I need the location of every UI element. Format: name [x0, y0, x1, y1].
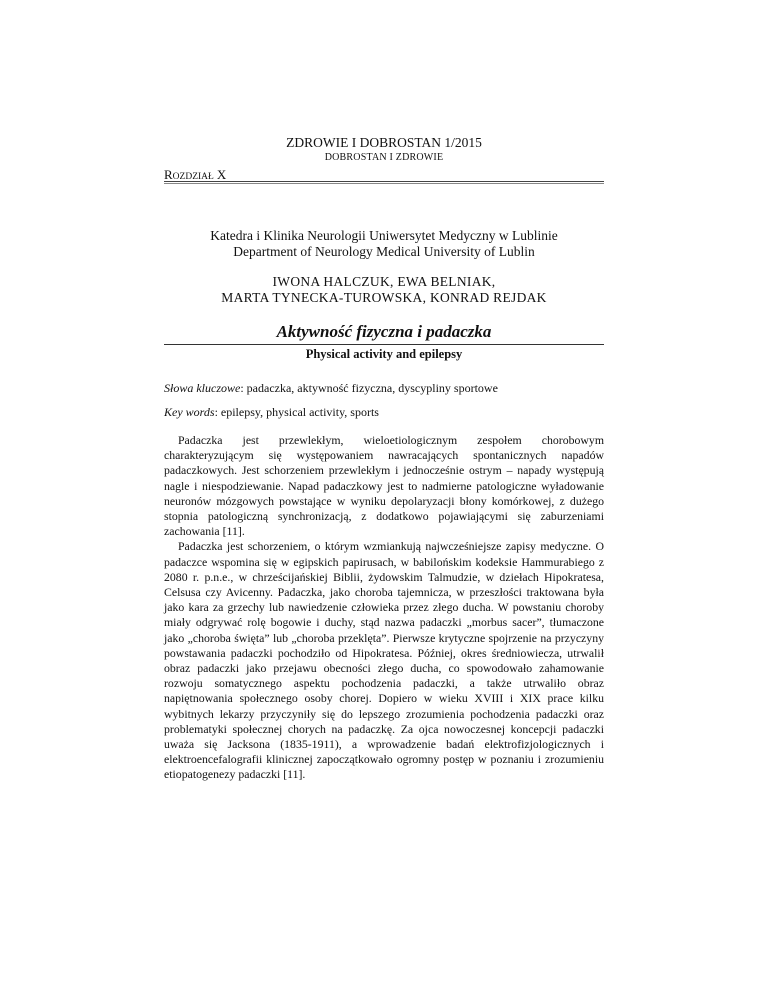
keywords-polish — [164, 381, 604, 395]
journal-subtitle: DOBROSTAN I ZDROWIE — [324, 152, 444, 163]
header-divider — [164, 181, 604, 184]
article-body — [164, 433, 604, 783]
chapter-prefix: R — [164, 167, 173, 182]
keywords-english-value: : epilepsy, physical activity, sports — [214, 405, 379, 419]
authors-line-2: MARTA TYNECKA-TUROWSKA, KONRAD REJDAK — [221, 290, 547, 305]
keywords-english-label: Key words — [164, 405, 215, 419]
authors-line-1: IWONA HALCZUK, EWA BELNIAK, — [272, 274, 496, 289]
affiliation-english: Department of Neurology Medical University of Lublin — [233, 244, 535, 259]
chapter-word: OZDZIAŁ — [172, 172, 214, 182]
keywords-polish-label: Słowa kluczowe — [164, 381, 241, 395]
body-paragraph-2: Padaczka jest schorzeniem, o którym wzmiankują najwcześniejsze zapisy medyczne. O padaczce wspomina się w egipskich papirusach, w babilońskim kodeksie Hammurabiego z 2080 r. p.n.e., w chrześcijańskiej Biblii, żydowskim Talmudzie, w dziełach Hipokratesa, Celsusa czy Avicenny. Padaczka, jako choroba tajemnicza, w przeszłości traktowana była jako kara za grzechy lub nawiedzenie człowieka przez złego ducha. W powstaniu choroby miały odgrywać rolę bogowie i duchy, stąd nazwa padaczki „morbus sacer”, tłumaczone jako „choroba święta” lub „choroba przeklęta”. Pierwsze krytyczne spojrzenie na przyczyny powstawania padaczki pochodziło od Hipokratesa. Później, okres średniowiecza, utrwalił obraz padaczki jako przejawu obecności złego ducha, co spowodowało zahamowanie rozwoju somatycznego aspektu pochodzenia padaczki, a także utrwaliło obraz napiętnowania społecznego osoby chorej. Dopiero w wieku XVIII i XIX prace kilku wybitnych lekarzy przyczyniły się do lepszego zrozumienia pochodzenia padaczki oraz problematyki społecznej chorych na padaczkę. Za ojca nowoczesnej koncepcji padaczki uważa się Jacksona (1835-1911), a wprowadzenie badań elektrofizjologicznych i elektroencefalografii klinicznej zapoczątkowało ogromny postęp w poznaniu i zrozumieniu etiopatogenezy padaczki [11]. — [164, 539, 604, 782]
body-paragraph-1: Padaczka jest przewlekłym, wieloetiologicznym zespołem chorobowym charakteryzującym się występowaniem nawracających spontanicznych napadów padaczkowych. Jest schorzeniem przewlekłym i jednocześnie ostrym – napady występują nagle i niespodziewanie. Napad padaczkowy jest to nadmierne patologiczne wyładowanie neuronów mózgowych powstające w wyniku depolaryzacji błony komórkowej, z dużego stopnia patologiczną synchronizacją, z dodatkowo pojawiającymi się zaburzeniami zachowania [11]. — [164, 433, 604, 539]
journal-title: ZDROWIE I DOBROSTAN 1/2015 — [286, 135, 482, 150]
article-title: Aktywność fizyczna i padaczka — [276, 322, 492, 341]
keywords-english — [164, 405, 604, 419]
article-title-english: Physical activity and epilepsy — [305, 347, 463, 361]
keywords-polish-value: : padaczka, aktywność fizyczna, dyscypliny sportowe — [240, 381, 498, 395]
affiliation-polish: Katedra i Klinika Neurologii Uniwersytet Medyczny w Lublinie — [210, 228, 558, 243]
chapter-number: X — [216, 167, 227, 182]
title-divider — [164, 344, 604, 345]
